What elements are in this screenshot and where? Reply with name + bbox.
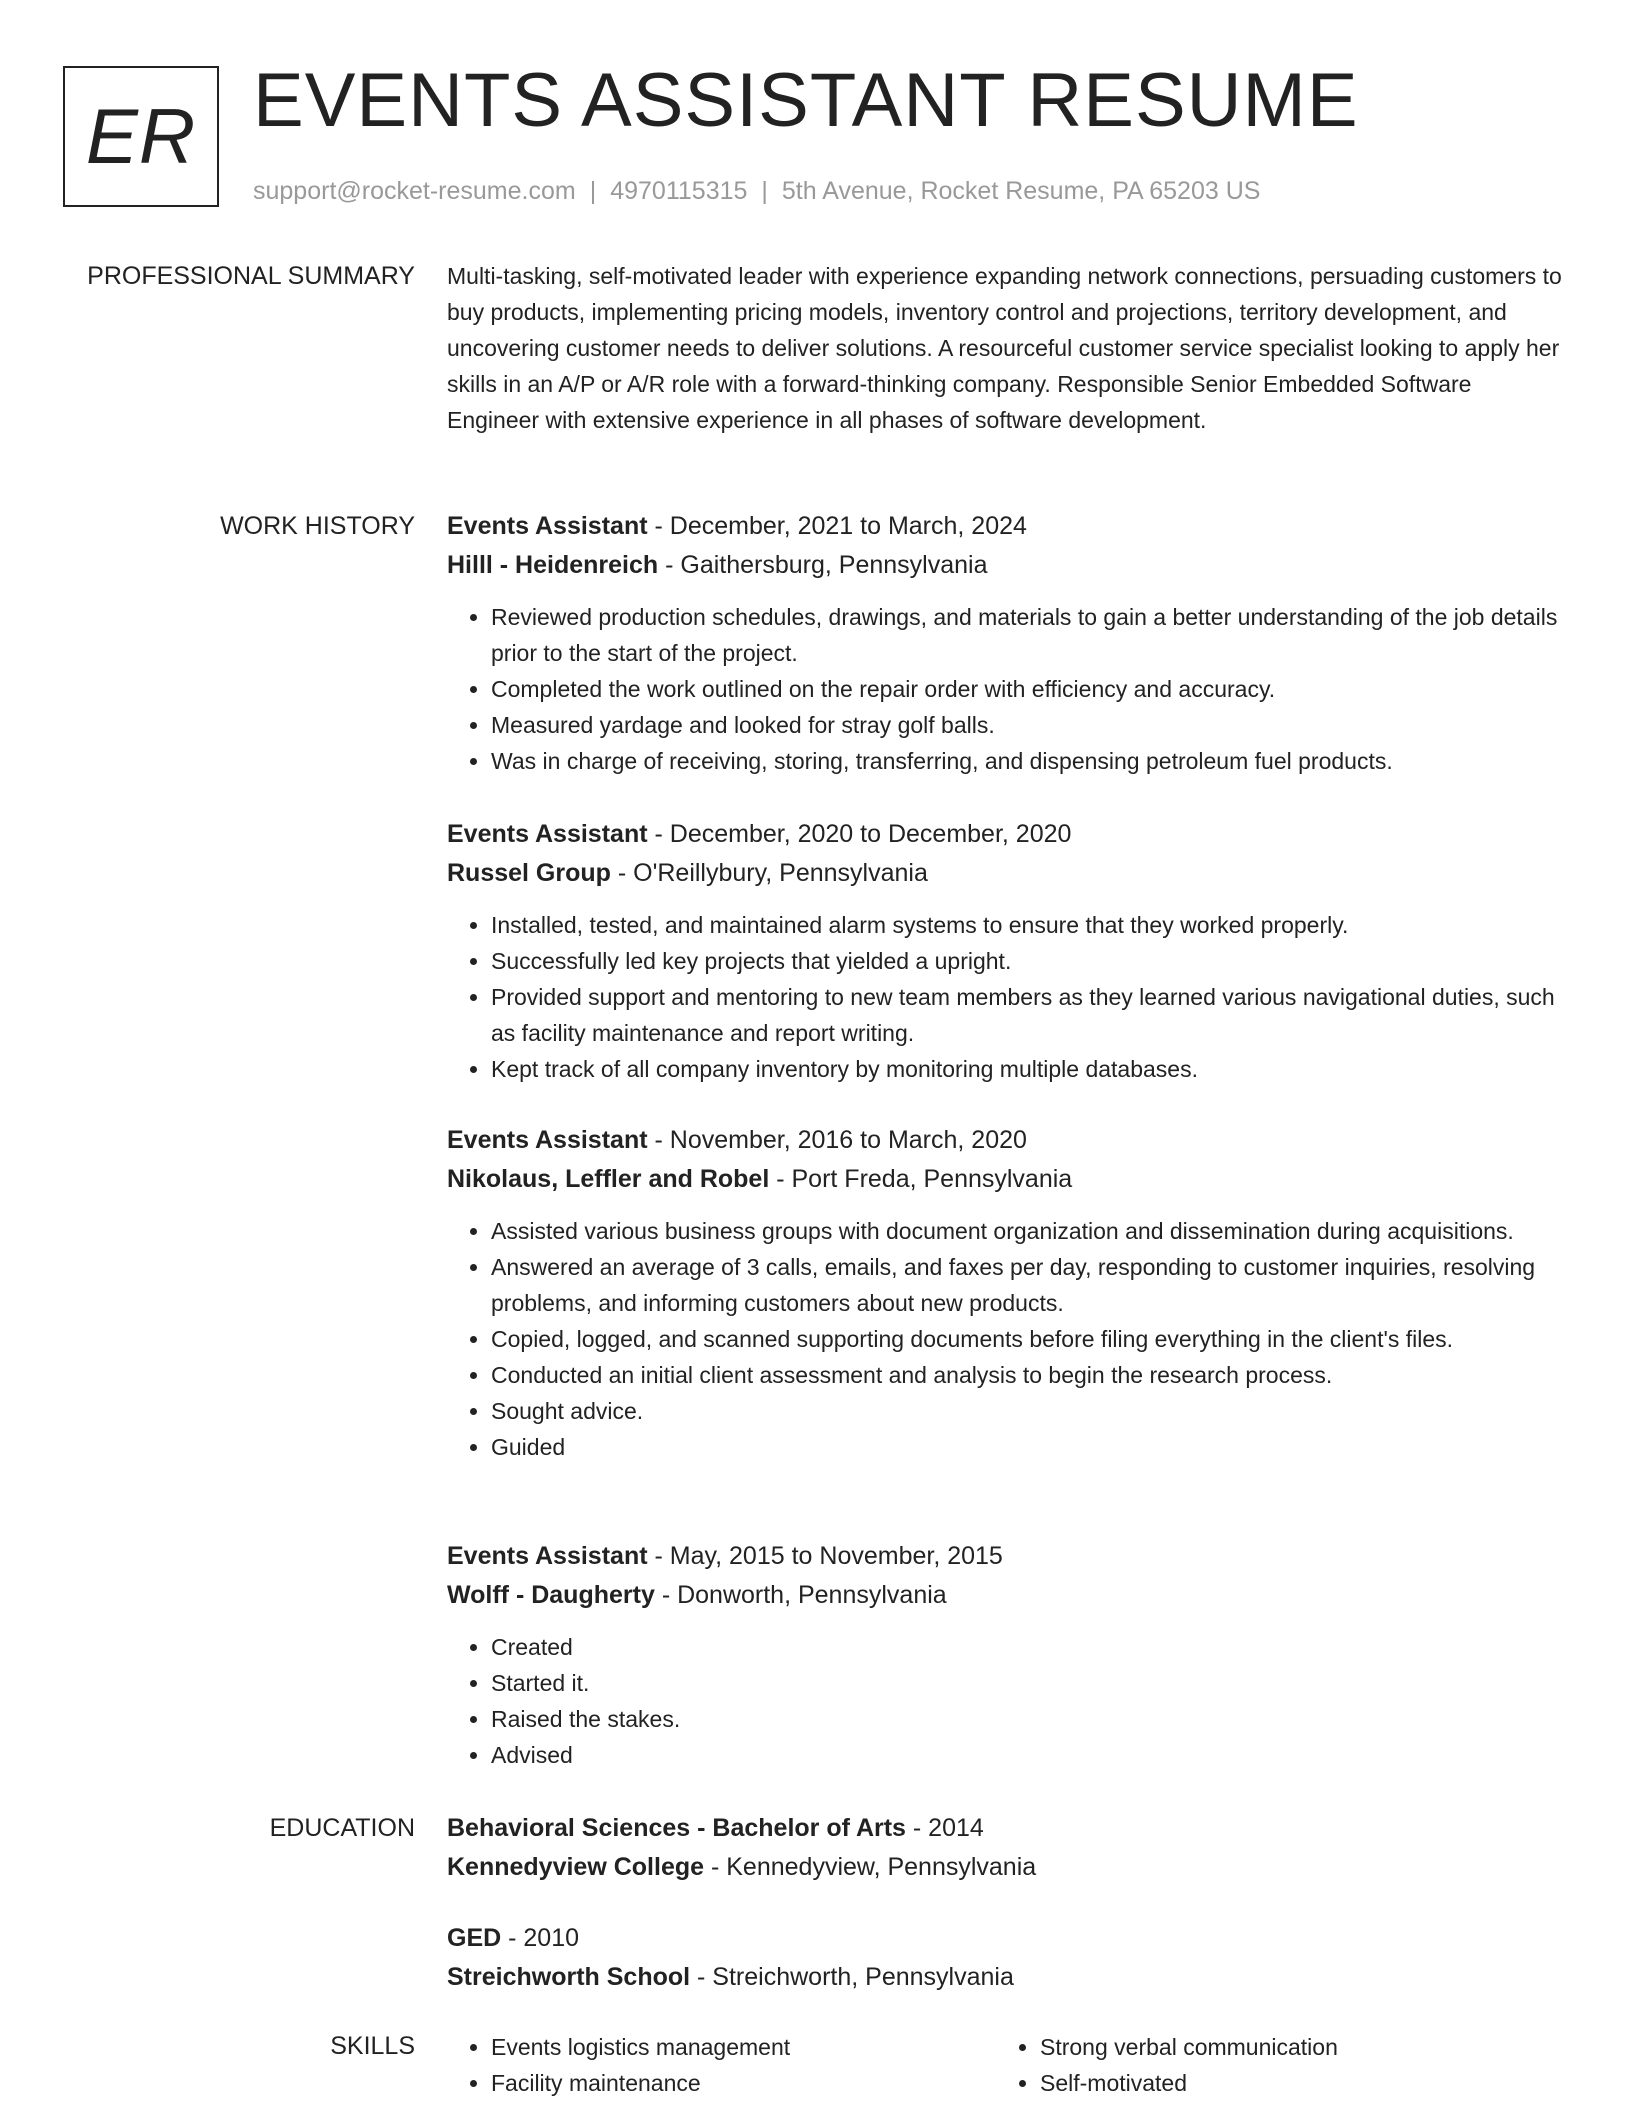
job-location: - Gaithersburg, Pennsylvania	[658, 551, 988, 579]
job-dates: - December, 2020 to December, 2020	[647, 820, 1072, 848]
education-year: - 2010	[501, 1924, 580, 1952]
education-location: - Kennedyview, Pennsylvania	[704, 1853, 1037, 1881]
contact-line	[253, 174, 1260, 208]
job-company: Nikolaus, Leffler and Robel	[447, 1165, 770, 1193]
contact-address: 5th Avenue, Rocket Resume, PA 65203 US	[781, 177, 1261, 205]
job-title: Events Assistant	[447, 1542, 648, 1570]
job-company: Russel Group	[447, 859, 611, 887]
education-degree: Behavioral Sciences - Bachelor of Arts	[447, 1814, 906, 1842]
job-company: Wolff - Daugherty	[447, 1581, 655, 1609]
job-dates: - May, 2015 to November, 2015	[647, 1542, 1003, 1570]
list-item: • Conducted an initial client assessment and analysis to begin the research process.	[491, 1357, 1567, 1393]
job-bullets	[447, 1629, 1567, 1773]
job-title-line	[447, 815, 1567, 854]
monogram-logo: ER	[63, 66, 219, 207]
job-title-line	[447, 1537, 1567, 1576]
contact-separator: |	[761, 177, 768, 205]
skill-item: • Strong verbal communication	[1040, 2029, 1545, 2065]
list-item: • Advised	[491, 1737, 1567, 1773]
job-entry	[447, 815, 1567, 1087]
list-item: • Provided support and mentoring to new team members as they learned various navigational duties, such as facility maintenance and report writing.	[491, 979, 1567, 1051]
contact-email[interactable]: support@rocket-resume.com	[253, 177, 576, 205]
job-company-line	[447, 854, 1567, 893]
job-bullets	[447, 1213, 1567, 1465]
job-location: - O'Reillybury, Pennsylvania	[610, 859, 928, 887]
list-item: • Started it.	[491, 1665, 1567, 1701]
section-label-summary: PROFESSIONAL SUMMARY	[87, 262, 415, 290]
job-title: Events Assistant	[447, 1126, 648, 1154]
job-company-line	[447, 546, 1567, 585]
job-location: - Port Freda, Pennsylvania	[769, 1165, 1073, 1193]
education-year: - 2014	[905, 1814, 984, 1842]
job-entry	[447, 507, 1567, 779]
list-item: • Completed the work outlined on the repair order with efficiency and accuracy.	[491, 671, 1567, 707]
job-bullets	[447, 599, 1567, 779]
summary-section	[447, 258, 1567, 438]
section-label-education: EDUCATION	[269, 1814, 415, 1842]
list-item: • Measured yardage and looked for stray golf balls.	[491, 707, 1567, 743]
skills-list-left	[447, 2029, 996, 2101]
list-item: • Was in charge of receiving, storing, transferring, and dispensing petroleum fuel products.	[491, 743, 1567, 779]
job-company: Hilll - Heidenreich	[447, 551, 659, 579]
skill-item: • Events logistics management	[491, 2029, 996, 2065]
skill-item: • Facility maintenance	[491, 2065, 996, 2101]
job-title: Events Assistant	[447, 820, 648, 848]
education-school: Streichworth School	[447, 1963, 691, 1991]
education-degree-line	[447, 1919, 1567, 1958]
job-dates: - December, 2021 to March, 2024	[647, 512, 1027, 540]
list-item: • Installed, tested, and maintained alarm systems to ensure that they worked properly.	[491, 907, 1567, 943]
skills-list-right	[996, 2029, 1545, 2101]
education-entry	[447, 1809, 1567, 1887]
job-company-line	[447, 1160, 1567, 1199]
skill-item: • Self-motivated	[1040, 2065, 1545, 2101]
education-school-line	[447, 1848, 1567, 1887]
list-item: • Kept track of all company inventory by monitoring multiple databases.	[491, 1051, 1567, 1087]
list-item: • Reviewed production schedules, drawings, and materials to gain a better understanding of the job details prior to the start of the project.	[491, 599, 1567, 671]
skills-section	[447, 2029, 1567, 2101]
contact-phone[interactable]: 4970115315	[610, 177, 748, 205]
section-label-skills: SKILLS	[330, 2032, 415, 2060]
list-item: • Successfully led key projects that yielded a upright.	[491, 943, 1567, 979]
job-bullets	[447, 907, 1567, 1087]
list-item: • Guided	[491, 1429, 1567, 1465]
education-entry	[447, 1919, 1567, 1997]
job-title: Events Assistant	[447, 512, 648, 540]
job-title-line	[447, 1121, 1567, 1160]
education-degree-line	[447, 1809, 1567, 1848]
education-degree: GED	[447, 1924, 502, 1952]
education-school: Kennedyview College	[447, 1853, 705, 1881]
summary-text: Multi-tasking, self-motivated leader with experience expanding network connections, persuading customers to buy products, implementing pricing models, inventory control and projections, territory development, and uncovering customer needs to deliver solutions. A resourceful customer service specialist looking to apply her skills in an A/P or A/R role with a forward-thinking company. Responsible Senior Embedded Software Engineer with extensive experience in all phases of software development.	[447, 263, 1562, 433]
list-item: • Copied, logged, and scanned supporting documents before filing everything in the client's files.	[491, 1321, 1567, 1357]
section-label-work-history: WORK HISTORY	[220, 512, 415, 540]
contact-separator: |	[589, 177, 597, 205]
job-title-line	[447, 507, 1567, 546]
job-company-line	[447, 1576, 1567, 1615]
list-item: • Raised the stakes.	[491, 1701, 1567, 1737]
list-item: • Created	[491, 1629, 1567, 1665]
job-location: - Donworth, Pennsylvania	[654, 1581, 947, 1609]
education-location: - Streichworth, Pennsylvania	[690, 1963, 1014, 1991]
list-item: • Answered an average of 3 calls, emails, and faxes per day, responding to customer inquiries, resolving problems, and informing customers about new products.	[491, 1249, 1567, 1321]
list-item: • Sought advice.	[491, 1393, 1567, 1429]
education-school-line	[447, 1958, 1567, 1997]
job-entry	[447, 1537, 1567, 1773]
job-entry	[447, 1121, 1567, 1465]
page-title: EVENTS ASSISTANT RESUME	[253, 58, 1359, 143]
list-item: • Assisted various business groups with document organization and dissemination during acquisitions.	[491, 1213, 1567, 1249]
job-dates: - November, 2016 to March, 2020	[647, 1126, 1027, 1154]
